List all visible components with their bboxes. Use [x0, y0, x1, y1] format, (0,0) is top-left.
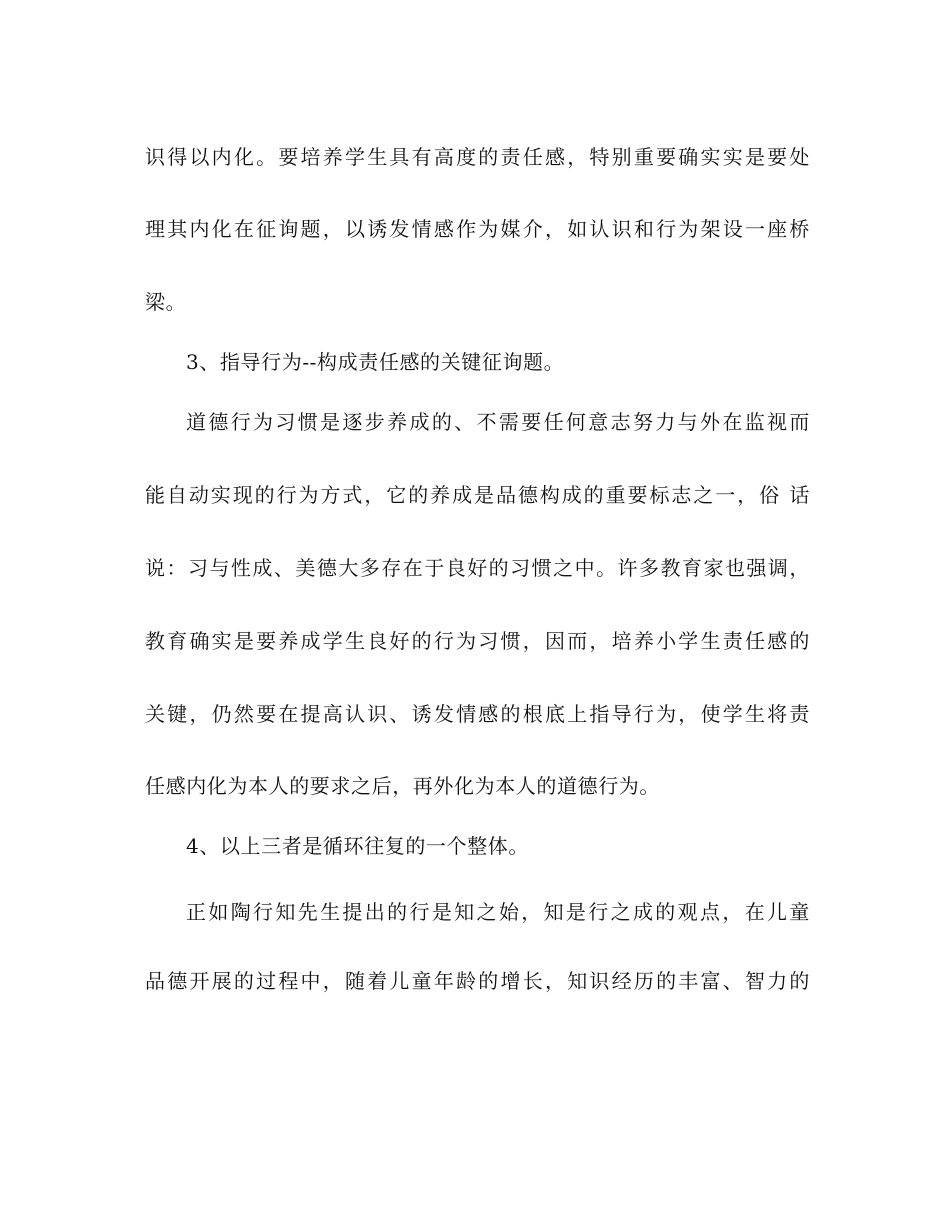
text-line: 道德行为习惯是逐步养成的、不需要任何意志努力与外在监视而	[186, 410, 810, 434]
text-line: 理其内化在征询题，以诱发情感作为媒介，如认识和行为架设一座桥	[145, 217, 810, 241]
text-line: 任感内化为本人的要求之后，再外化为本人的道德行为。	[145, 774, 660, 798]
text-line: 教育确实是要养成学生良好的行为习惯，因而，培养小学生责任感的	[145, 629, 810, 653]
text-line: 梁。	[145, 290, 187, 314]
text-line: 能自动实现的行为方式，它的养成是品德构成的重要标志之一，俗 话	[145, 483, 810, 507]
text-line: 关键，仍然要在提高认识、诱发情感的根底上指导行为，使学生将责	[145, 702, 810, 726]
text-line: 正如陶行知先生提出的行是知之始，知是行之成的观点，在儿童	[186, 900, 810, 924]
text-line: 说：习与性成、美德大多存在于良好的习惯之中。许多教育家也强调，	[145, 556, 810, 580]
text-line: 品德开展的过程中，随着儿童年龄的增长，知识经历的丰富、智力的	[145, 969, 810, 993]
text-line: 识得以内化。要培养学生具有高度的责任感，特别重要确实实是要处	[145, 145, 810, 169]
section-heading: 4、以上三者是循环往复的一个整体。	[186, 834, 529, 858]
section-heading: 3、指导行为--构成责任感的关键征询题。	[186, 350, 565, 374]
